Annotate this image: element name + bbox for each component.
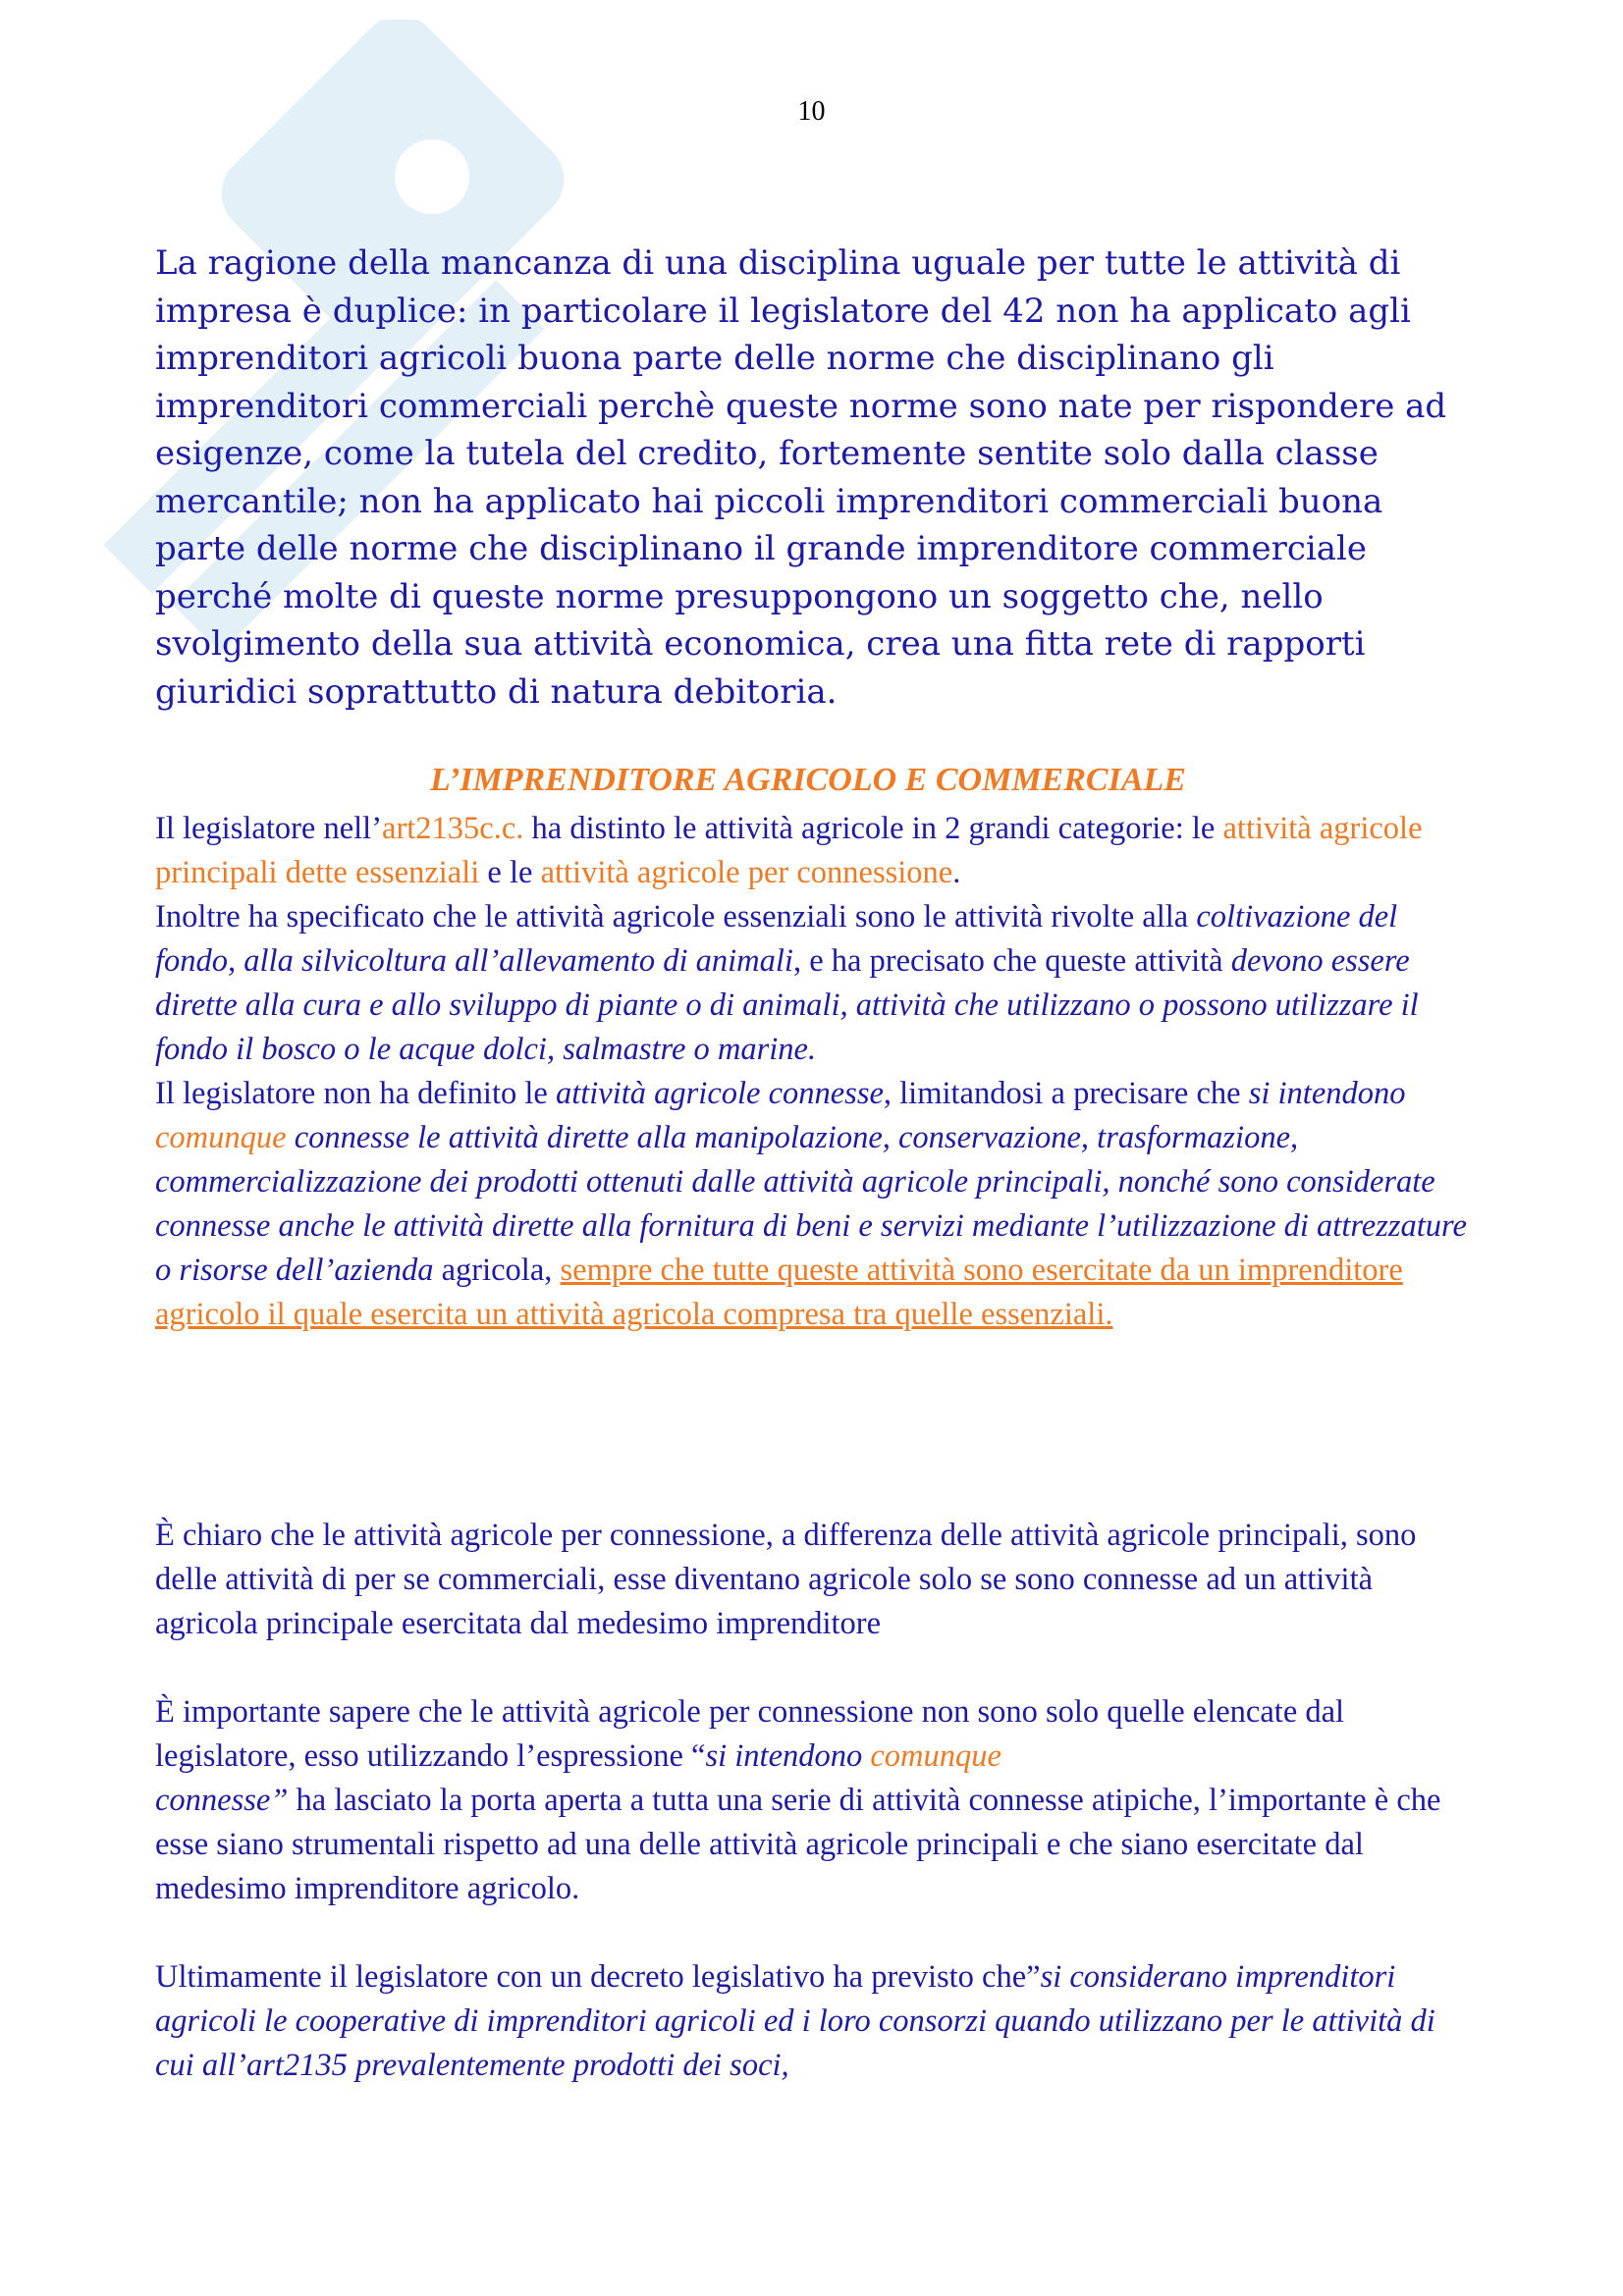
- text-run: , e ha precisato che queste attività: [792, 943, 1231, 979]
- italic-run: attività agricole connesse: [555, 1076, 884, 1111]
- text-run: È importante sapere che le attività agricole per connessione non sono solo quelle elencate dal legislatore, esso utilizzando l’espressione “: [155, 1694, 1345, 1774]
- highlight-connected-activities: attività agricole per connessione: [540, 855, 953, 890]
- text-run: Il legislatore non ha definito le: [155, 1076, 556, 1111]
- text-run: Ultimamente il legislatore con un decreto legislativo ha previsto che”: [155, 1959, 1041, 1995]
- underlined-condition: sempre che tutte queste attività sono esercitate da un imprenditore agricolo il quale esercita un attività agricola compresa tra quelle essenziali.: [155, 1253, 1403, 1332]
- paragraph-cooperatives: [155, 1955, 1471, 2088]
- text-run: ha lasciato la porta aperta a tutta una serie di attività connesse atipiche, l’importante è che esse siano strumentali rispetto ad una delle attività agricole principali e che siano esercitate dal medesimo imprenditore agricolo.: [155, 1783, 1441, 1906]
- italic-run: si intendono: [1248, 1076, 1406, 1111]
- text-run: .: [952, 855, 961, 890]
- text-run: , limitandosi a precisare che: [883, 1076, 1249, 1111]
- section-heading: L’IMPRENDITORE AGRICOLO E COMMERCIALE: [430, 762, 1186, 798]
- page-number: 10: [797, 96, 826, 127]
- text-run: Inoltre ha specificato che le attività agricole essenziali sono le attività rivolte alla: [155, 899, 1197, 934]
- highlight-principal-activities: attività agricole principali dette essenziali: [155, 811, 1423, 890]
- paragraph-connected-commercial: È chiaro che le attività agricole per connessione, a differenza delle attività agricole principali, sono delle attività di per se commerciali, esse diventano agricole solo se sono connesse ad un attività agricola principale esercitata dal medesimo imprenditore: [155, 1518, 1417, 1641]
- italic-run: connesse”: [155, 1783, 289, 1818]
- article-reference: art2135c.c.: [382, 811, 524, 846]
- highlight-comunque: comunque: [870, 1738, 1001, 1774]
- italic-run: si considerano imprenditori agricoli le cooperative di imprenditori agricoli ed i loro consorzi quando utilizzano per le attività di cui all’art2135 prevalentemente prodotti dei soci,: [155, 1959, 1435, 2083]
- paragraph-atypical-activities: [155, 1690, 1471, 1911]
- intro-paragraph: La ragione della mancanza di una disciplina uguale per tutte le attività di impresa è duplice: in particolare il legislatore del 42 non ha applicato agli imprenditori agricoli buona parte delle norme che disciplinano gli imprenditori commerciali perchè queste norme sono nate per rispondere ad esigenze, come la tutela del credito, fortemente sentite solo dalla classe mercantile; non ha applicato hai piccoli imprenditori commerciali buona parte delle norme che disciplinano il grande imprenditore commerciale perché molte di queste norme presuppongono un soggetto che, nello svolgimento della sua attività economica, crea una fitta rete di rapporti giuridici soprattutto di natura debitoria.: [155, 243, 1447, 712]
- highlight-comunque: comunque: [155, 1120, 287, 1155]
- paragraph-activities: [155, 807, 1471, 1337]
- text-run: e le: [479, 855, 541, 890]
- italic-run: connesse le attività dirette alla manipolazione, conservazione, trasformazione, commercializzazione dei prodotti ottenuti dalle attività agricole principali, nonché sono considerate connesse anche le attività dirette alla fornitura di beni e servizi mediante l’utilizzazione di attrezzature o risorse dell’azienda: [155, 1120, 1467, 1288]
- text-run: ha distinto le attività agricole in 2 grandi categorie: le: [523, 811, 1223, 846]
- italic-run: coltivazione del fondo, alla silvicoltura all’allevamento di animali: [155, 899, 1398, 979]
- italic-run: devono essere dirette alla cura e allo sviluppo di piante o di animali, attività che utilizzano o possono utilizzare il fondo il bosco o le acque dolci, salmastre o marine.: [155, 943, 1419, 1067]
- italic-run: si intendono: [705, 1738, 871, 1774]
- text-run: agricola,: [433, 1253, 561, 1288]
- text-run: Il legislatore nell’: [155, 811, 383, 846]
